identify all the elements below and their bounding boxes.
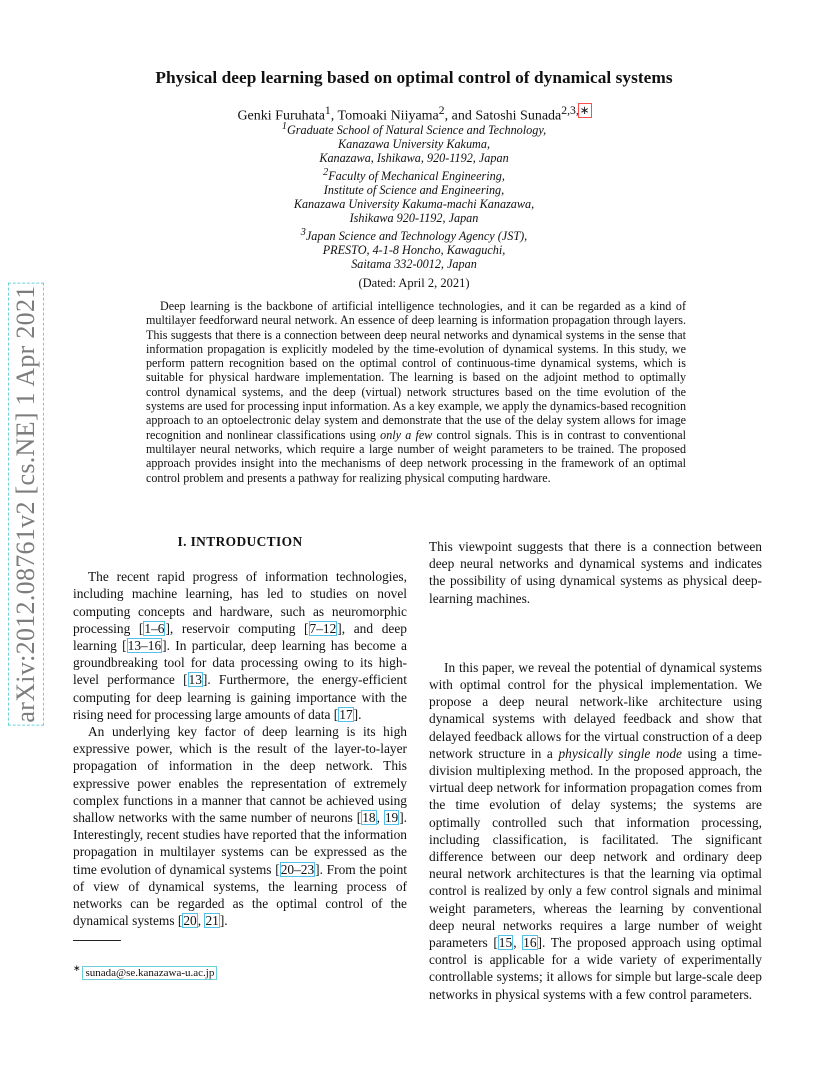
citation-link[interactable]: 20–23 [280, 861, 315, 877]
paper-title: Physical deep learning based on optimal control of dynamical systems [155, 68, 673, 87]
emphasis: physically single node [558, 745, 682, 761]
section-heading: I. INTRODUCTION [177, 534, 303, 549]
author-affiliation-mark: 1 [324, 104, 331, 117]
arxiv-identifier-stamp[interactable] [6, 268, 46, 740]
affiliation-line: $^3$Japan Science and Technology Agency (JST), [300, 226, 528, 243]
affiliation-line: PRESTO, 4-1-8 Honcho, Kawaguchi, [322, 242, 506, 257]
arxiv-identifier-text[interactable]: arXiv:2012.08761v2 [cs.NE] 1 Apr 2021 [11, 285, 40, 723]
affiliation-line: $^1$Graduate School of Natural Science and Technology, [281, 121, 547, 138]
citation-link[interactable]: 19 [384, 810, 399, 826]
author-affiliation-mark: 2,3,∗ [561, 104, 590, 117]
body-paragraph: The recent rapid progress of information technologies, including machine learning, has led to studies on novel computing concepts and hardware, such as neuromorphic processing [1–6], reservoir computing [7–12], and deep learning [13–16]. In particular, deep learning has become a groundbreaking tool for data processing owing to its high-level performance [13]. Furthermore, the energy-efficient computing for deep learning is gaining importance with the rising need for processing large amounts of data [17]. [73, 569, 407, 722]
emphasis: only a few [380, 427, 433, 442]
right-column [429, 538, 762, 1003]
affiliation-block [0, 120, 828, 271]
date-line: (Dated: April 2, 2021) [358, 276, 470, 290]
footnote-mark: ∗ [73, 963, 81, 973]
author-name: Satoshi Sunada [475, 108, 562, 124]
citation-link[interactable]: 7–12 [309, 620, 337, 636]
body-paragraph: In this paper, we reveal the potential of dynamical systems with optimal control for the physical implementation. We propose a deep neural network-like architecture using dynamical systems with delayed feedback and show that delayed feedback allows for the virtual construction of a deep network structure in a physically single node using a time-division multiplexing method. In the proposed approach, the virtual deep network for information propagation comes from the time evolution of delay systems; the systems are optimally controlled such that information processing, including classification, is facilitated. The significant difference between our deep network and ordinary deep neural network architectures is that the learning via optimal control is realized by only a few control signals and minimal weight parameters, whereas the learning by conventional deep neural networks requires a large number of weight parameters [15, 16]. The proposed approach using optimal control is applicable for a wide variety of experimentally controllable systems; it allows for simple but large-scale deep networks in physical systems with a few control parameters. [429, 659, 762, 1002]
author-list: Genki Furuhata$^1$, Tomoaki Niiyama$^2$, and Satoshi Sunada$^{2,3,∗}$ [237, 104, 590, 124]
author-name: Tomoaki Niiyama [337, 108, 439, 124]
citation-link[interactable]: 21 [205, 913, 219, 929]
author-name: Genki Furuhata [237, 108, 325, 124]
abstract: Deep learning is the backbone of artificial intelligence technologies, and it can be regarded as a kind of multilayer feedforward neural network. An essence of deep learning is information propagation through layers. This suggests that there is a connection between deep neural networks and dynamical systems in the sense that information propagation is explicitly modeled by the time-evolution of dynamical systems. In this study, we perform pattern recognition based on the optimal control of continuous-time dynamical systems, which is suitable for physical hardware implementation. The learning is based on the adjoint method to optimally control dynamical systems, and the deep (virtual) network structures based on the time evolution of the systems are used for processing input information. As a key example, we apply the dynamics-based recognition approach to an optoelectronic delay system and demonstrate that the use of the delay system allows for image recognition and nonlinear classifications using only a few control signals. This is in contrast to conventional multilayer neural networks, which require a large number of weight parameters to be trained. The proposed approach provides insight into the mechanisms of deep network processing in the framework of an optimal control problem and presents a pathway for realizing physical computing hardware. [146, 299, 687, 485]
email-link[interactable]: sunada@se.kanazawa-u.ac.jp [85, 966, 215, 979]
affiliation-line: Institute of Science and Engineering, [323, 182, 505, 197]
left-column [73, 533, 407, 929]
body-paragraph: This viewpoint suggests that there is a connection between deep neural networks and dynamical systems and indicates the possibility of using dynamical systems as physical deep-learning machines. [429, 539, 762, 606]
affiliation-line: Kanazawa University Kakuma-machi Kanazawa, [293, 197, 535, 212]
body-paragraph: An underlying key factor of deep learning is its high expressive power, which is the result of the layer-to-layer propagation of information in the deep network. This expressive power enables the representation of extremely complex functions in a manner that cannot be achieved using shallow networks with the same number of neurons [18, 19]. Interestingly, recent studies have reported that the information propagation in multilayer systems can be expressed as the time evolution of dynamical systems [20–23]. From the point of view of dynamical systems, the learning process of networks can be regarded as the optimal control of the dynamical systems [20, 21]. [73, 724, 408, 929]
citation-link[interactable]: 15 [498, 935, 513, 951]
author-separator: , and [444, 108, 476, 124]
affiliation-line: Kanazawa University Kakuma, [338, 137, 490, 152]
footnote-rule [73, 940, 121, 941]
citation-link[interactable]: 17 [339, 706, 353, 722]
citation-link[interactable]: 1–6 [144, 620, 165, 636]
corresponding-author-link[interactable]: ∗ [579, 104, 590, 117]
affiliation-line: $^2$Faculty of Mechanical Engineering, [323, 166, 505, 183]
citation-link[interactable]: 20 [183, 913, 197, 929]
affiliation-line: Saitama 332-0012, Japan [351, 257, 477, 272]
affiliation-line: Kanazawa, Ishikawa, 920-1192, Japan [319, 151, 509, 166]
column-gap [429, 607, 762, 659]
citation-link[interactable]: 18 [362, 810, 376, 826]
citation-link[interactable]: 16 [523, 935, 537, 951]
footnote [73, 963, 216, 979]
affiliation-line: Ishikawa 920-1192, Japan [349, 211, 479, 226]
citation-link[interactable]: 13 [188, 672, 202, 688]
citation-link[interactable]: 13–16 [127, 638, 162, 654]
author-affiliation-mark: 2 [438, 104, 445, 117]
